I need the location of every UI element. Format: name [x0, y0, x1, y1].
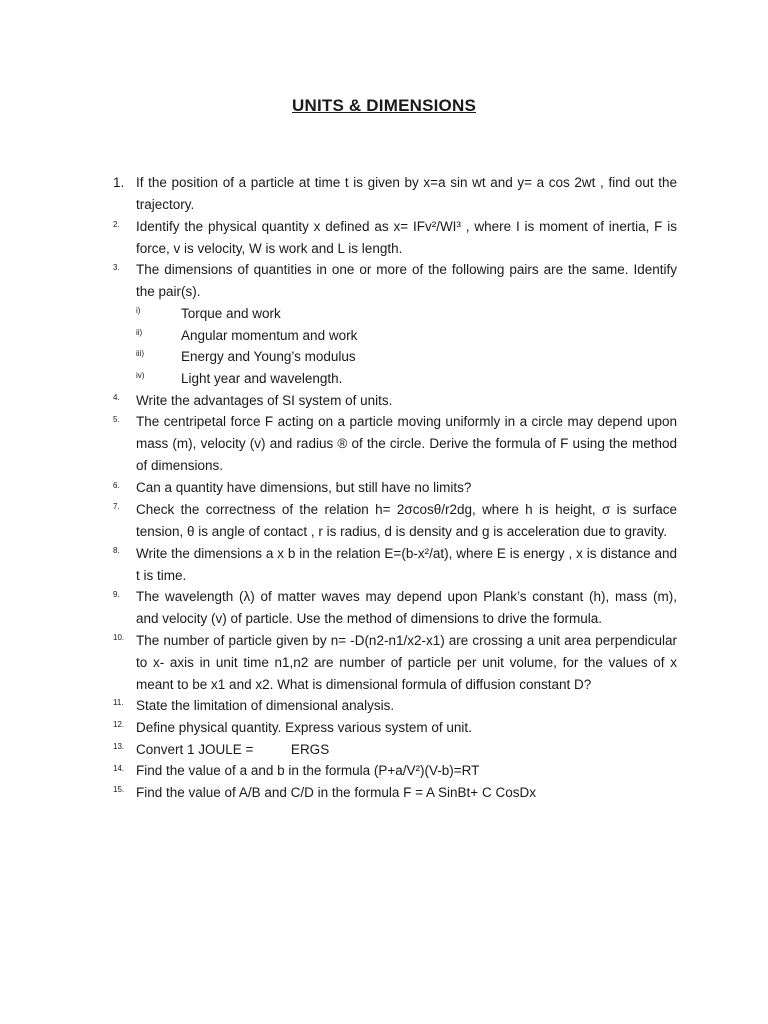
page-title: UNITS & DIMENSIONS	[291, 96, 476, 115]
question-text: Find the value of a and b in the formula (P+a/V²)(V-b)=RT	[136, 763, 480, 778]
question-number: 1.	[113, 175, 125, 190]
question-number: 9.	[113, 590, 120, 599]
question-number: 10.	[113, 633, 125, 642]
question-number: 6.	[113, 481, 120, 490]
question-text: State the limitation of dimensional analysis.	[136, 698, 395, 713]
question-text: Check the correctness of the relation h= 2σcosθ/r2dg, where h is height, σ is surface tension, θ is angle of contact , r is radius, d is density and g is acceleration due to gravity.	[136, 502, 677, 539]
pair-text: Torque and work	[181, 306, 281, 321]
question-number: 14.	[113, 764, 125, 773]
question-number: 13.	[113, 742, 125, 751]
pair-text: Energy and Young’s modulus	[181, 349, 356, 364]
pair-number: i)	[136, 306, 141, 315]
question-text: The centripetal force F acting on a particle moving uniformly in a circle may depend upon mass (m), velocity (v) and radius ® of the circle. Derive the formula of F using the method of dimensions.	[136, 414, 677, 473]
pair-number: ii)	[136, 328, 143, 337]
question-number: 8.	[113, 546, 120, 555]
question-number: 3.	[113, 263, 120, 272]
question-text: Convert 1 JOULE = ERGS	[136, 742, 330, 757]
question-text: The dimensions of quantities in one or more of the following pairs are the same. Identify the pair(s).	[136, 262, 677, 299]
pair-number: iii)	[136, 349, 144, 358]
question-number: 4.	[113, 393, 120, 402]
question-text: Write the advantages of SI system of units.	[136, 393, 393, 408]
question-number: 11.	[113, 698, 124, 707]
question-text: Find the value of A/B and C/D in the formula F = A SinBt+ C CosDx	[136, 785, 536, 800]
question-text: If the position of a particle at time t is given by x=a sin wt and y= a cos 2wt , find out the trajectory.	[136, 175, 677, 212]
pair-number: iv)	[136, 371, 145, 380]
question-text: Identify the physical quantity x defined as x= IFv²/WI³ , where I is moment of inertia, F is force, v is velocity, W is work and L is length.	[136, 219, 677, 256]
question-text: The number of particle given by n= -D(n2-n1/x2-x1) are crossing a unit area perpendicular to x- axis in unit time n1,n2 are number of particle per unit volume, for the values of x meant to be x1 and x2. What is dimensional formula of diffusion constant D?	[136, 633, 677, 692]
question-text: Write the dimensions a x b in the relation E=(b-x²/at), where E is energy , x is distance and t is time.	[136, 546, 677, 583]
pair-text: Light year and wavelength.	[181, 371, 343, 386]
question-text: The wavelength (λ) of matter waves may depend upon Plank’s constant (h), mass (m), and velocity (v) of particle. Use the method of dimensions to drive the formula.	[136, 589, 677, 626]
question-number: 15.	[113, 785, 125, 794]
question-number: 12.	[113, 720, 125, 729]
question-text: Define physical quantity. Express various system of unit.	[136, 720, 472, 735]
question-number: 7.	[113, 502, 120, 511]
pair-text: Angular momentum and work	[181, 328, 358, 343]
question-text: Can a quantity have dimensions, but still have no limits?	[136, 480, 472, 495]
question-number: 2.	[113, 220, 120, 229]
question-number: 5.	[113, 415, 120, 424]
